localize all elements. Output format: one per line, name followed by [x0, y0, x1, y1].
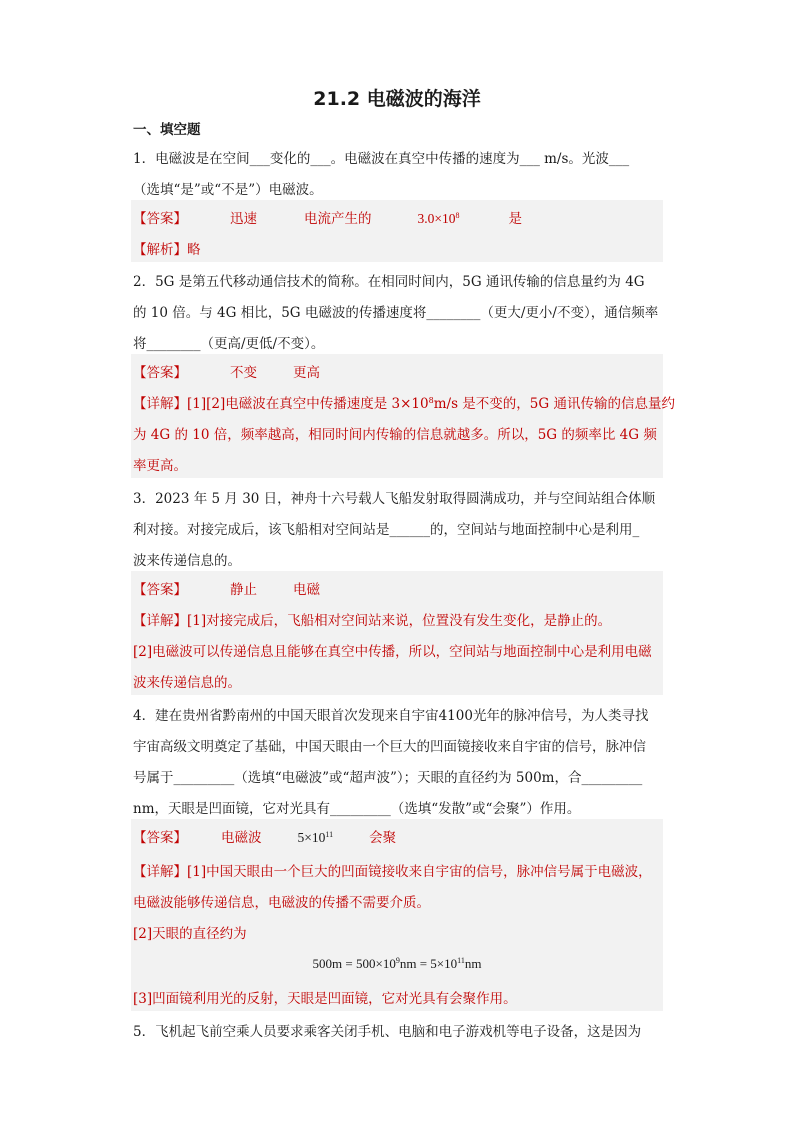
q4-line-2: 宇宙高级文明奠定了基础，中国天眼由一个巨大的凹面镜接收来自宇宙的信号，脉冲信	[133, 739, 646, 755]
answer-tag: 【答案】	[133, 830, 187, 846]
q1-answer-4: 是	[508, 211, 522, 227]
q2-explanation-line-3: 率更高。	[133, 458, 187, 474]
q4-explanation-line-4: [3]凹面镜利用光的反射，天眼是凹面镜，它对光具有会聚作用。	[133, 991, 517, 1007]
q4-explanation-line-2: 电磁波能够传递信息，电磁波的传播不需要介质。	[133, 895, 430, 911]
q2-explanation-line-1: 【详解】[1][2]电磁波在真空中传播速度是 $3\times 10^8m/s$ 是不变的，5G 通讯传输的信息量约	[133, 396, 675, 412]
q3-answer-line	[133, 578, 320, 598]
q2-answer-line	[133, 361, 320, 381]
q3-answer-2: 电磁	[293, 582, 320, 598]
q3-explanation-line-3: 波来传递信息的。	[133, 675, 241, 691]
q4-explanation-line-3: [2]天眼的直径约为	[133, 926, 247, 942]
answer-tag: 【答案】	[133, 582, 187, 598]
q4-explanation-line-1: 【详解】[1]中国天眼由一个巨大的凹面镜接收来自宇宙的信号，脉冲信号属于电磁波，	[133, 864, 652, 880]
q4-line-3: 号属于_________（选填“电磁波”或“超声波”）；天眼的直径约为 500m，合_________	[133, 770, 643, 786]
q1-answer-3: $3.0\times 10^8$	[417, 211, 460, 226]
section-heading: 一、填空题	[133, 122, 201, 138]
q1-line-2: （选填“是”或“不是”）电磁波。	[133, 182, 323, 198]
q2-answer-2: 更高	[293, 365, 320, 381]
q2-line-1: 2．5G 是第五代移动通信技术的简称。在相同时间内，5G 通讯传输的信息量约为 4G	[133, 274, 645, 290]
q4-answer-3: 会聚	[369, 830, 397, 846]
q4-line-4: nm，天眼是凹面镜，它对光具有_________（选填“发散”或“会聚”）作用。	[133, 801, 581, 817]
answer-tag: 【答案】	[133, 365, 187, 381]
q5-line-1: 5．飞机起飞前空乘人员要求乘客关闭手机、电脑和电子游戏机等电子设备，这是因为	[133, 1024, 642, 1040]
q3-line-2: 利对接。对接完成后，该飞船相对空间站是______的，空间站与地面控制中心是利用_	[133, 522, 640, 538]
q2-line-2: 的 10 倍。与 4G 相比，5G 电磁波的传播速度将________（更大/更小/不变），通信频率	[133, 305, 659, 321]
q3-answer-1: 静止	[230, 582, 257, 598]
q4-answer-2: $5\times 10^{11}$	[297, 830, 334, 845]
q2-answer-1: 不变	[230, 365, 257, 381]
detail-tag: 【详解】	[133, 396, 187, 412]
q3-line-3: 波来传递信息的。	[133, 553, 241, 569]
detail-tag: 【详解】	[133, 864, 187, 880]
q4-answer-box	[131, 819, 663, 1011]
q4-line-1: 4．建在贵州省黔南州的中国天眼首次发现来自宇宙4100光年的脉冲信号，为人类寻找	[133, 708, 649, 724]
q2-line-3: 将________（更高/更低/不变）。	[133, 336, 325, 352]
answer-tag: 【答案】	[133, 211, 187, 227]
q3-explanation-line-2: [2]电磁波可以传递信息且能够在真空中传播，所以，空间站与地面控制中心是利用电磁	[133, 644, 652, 660]
q1-explanation	[133, 238, 201, 258]
q4-formula: $500m = 500\times 10^9nm = 5\times 10^{11}nm$	[312, 956, 482, 971]
q1-explanation-text: 略	[187, 242, 201, 258]
detail-tag: 【详解】	[133, 613, 187, 629]
q4-answer-1: 电磁波	[221, 830, 262, 846]
page-title: 21.2 电磁波的海洋	[313, 88, 481, 110]
q2-explanation-line-2: 为 4G 的 10 倍，频率越高，相同时间内传输的信息就越多。所以，5G 的频率比 4G 频	[133, 427, 657, 443]
q3-line-1: 3．2023 年 5 月 30 日，神舟十六号载人飞船发射取得圆满成功，并与空间站组合体顺	[133, 491, 656, 507]
q1-line-1: 1．电磁波是在空间___变化的___。电磁波在真空中传播的速度为___ m/s。光波___	[133, 151, 630, 167]
q3-explanation-line-1: 【详解】[1]对接完成后，飞船相对空间站来说，位置没有发生变化，是静止的。	[133, 613, 612, 629]
q1-answer-1: 迅速	[230, 211, 257, 227]
q4-answer-line	[133, 826, 396, 846]
analysis-tag: 【解析】	[133, 242, 187, 258]
q1-answer-2: 电流产生的	[304, 211, 372, 227]
q1-answer-line	[133, 207, 522, 227]
